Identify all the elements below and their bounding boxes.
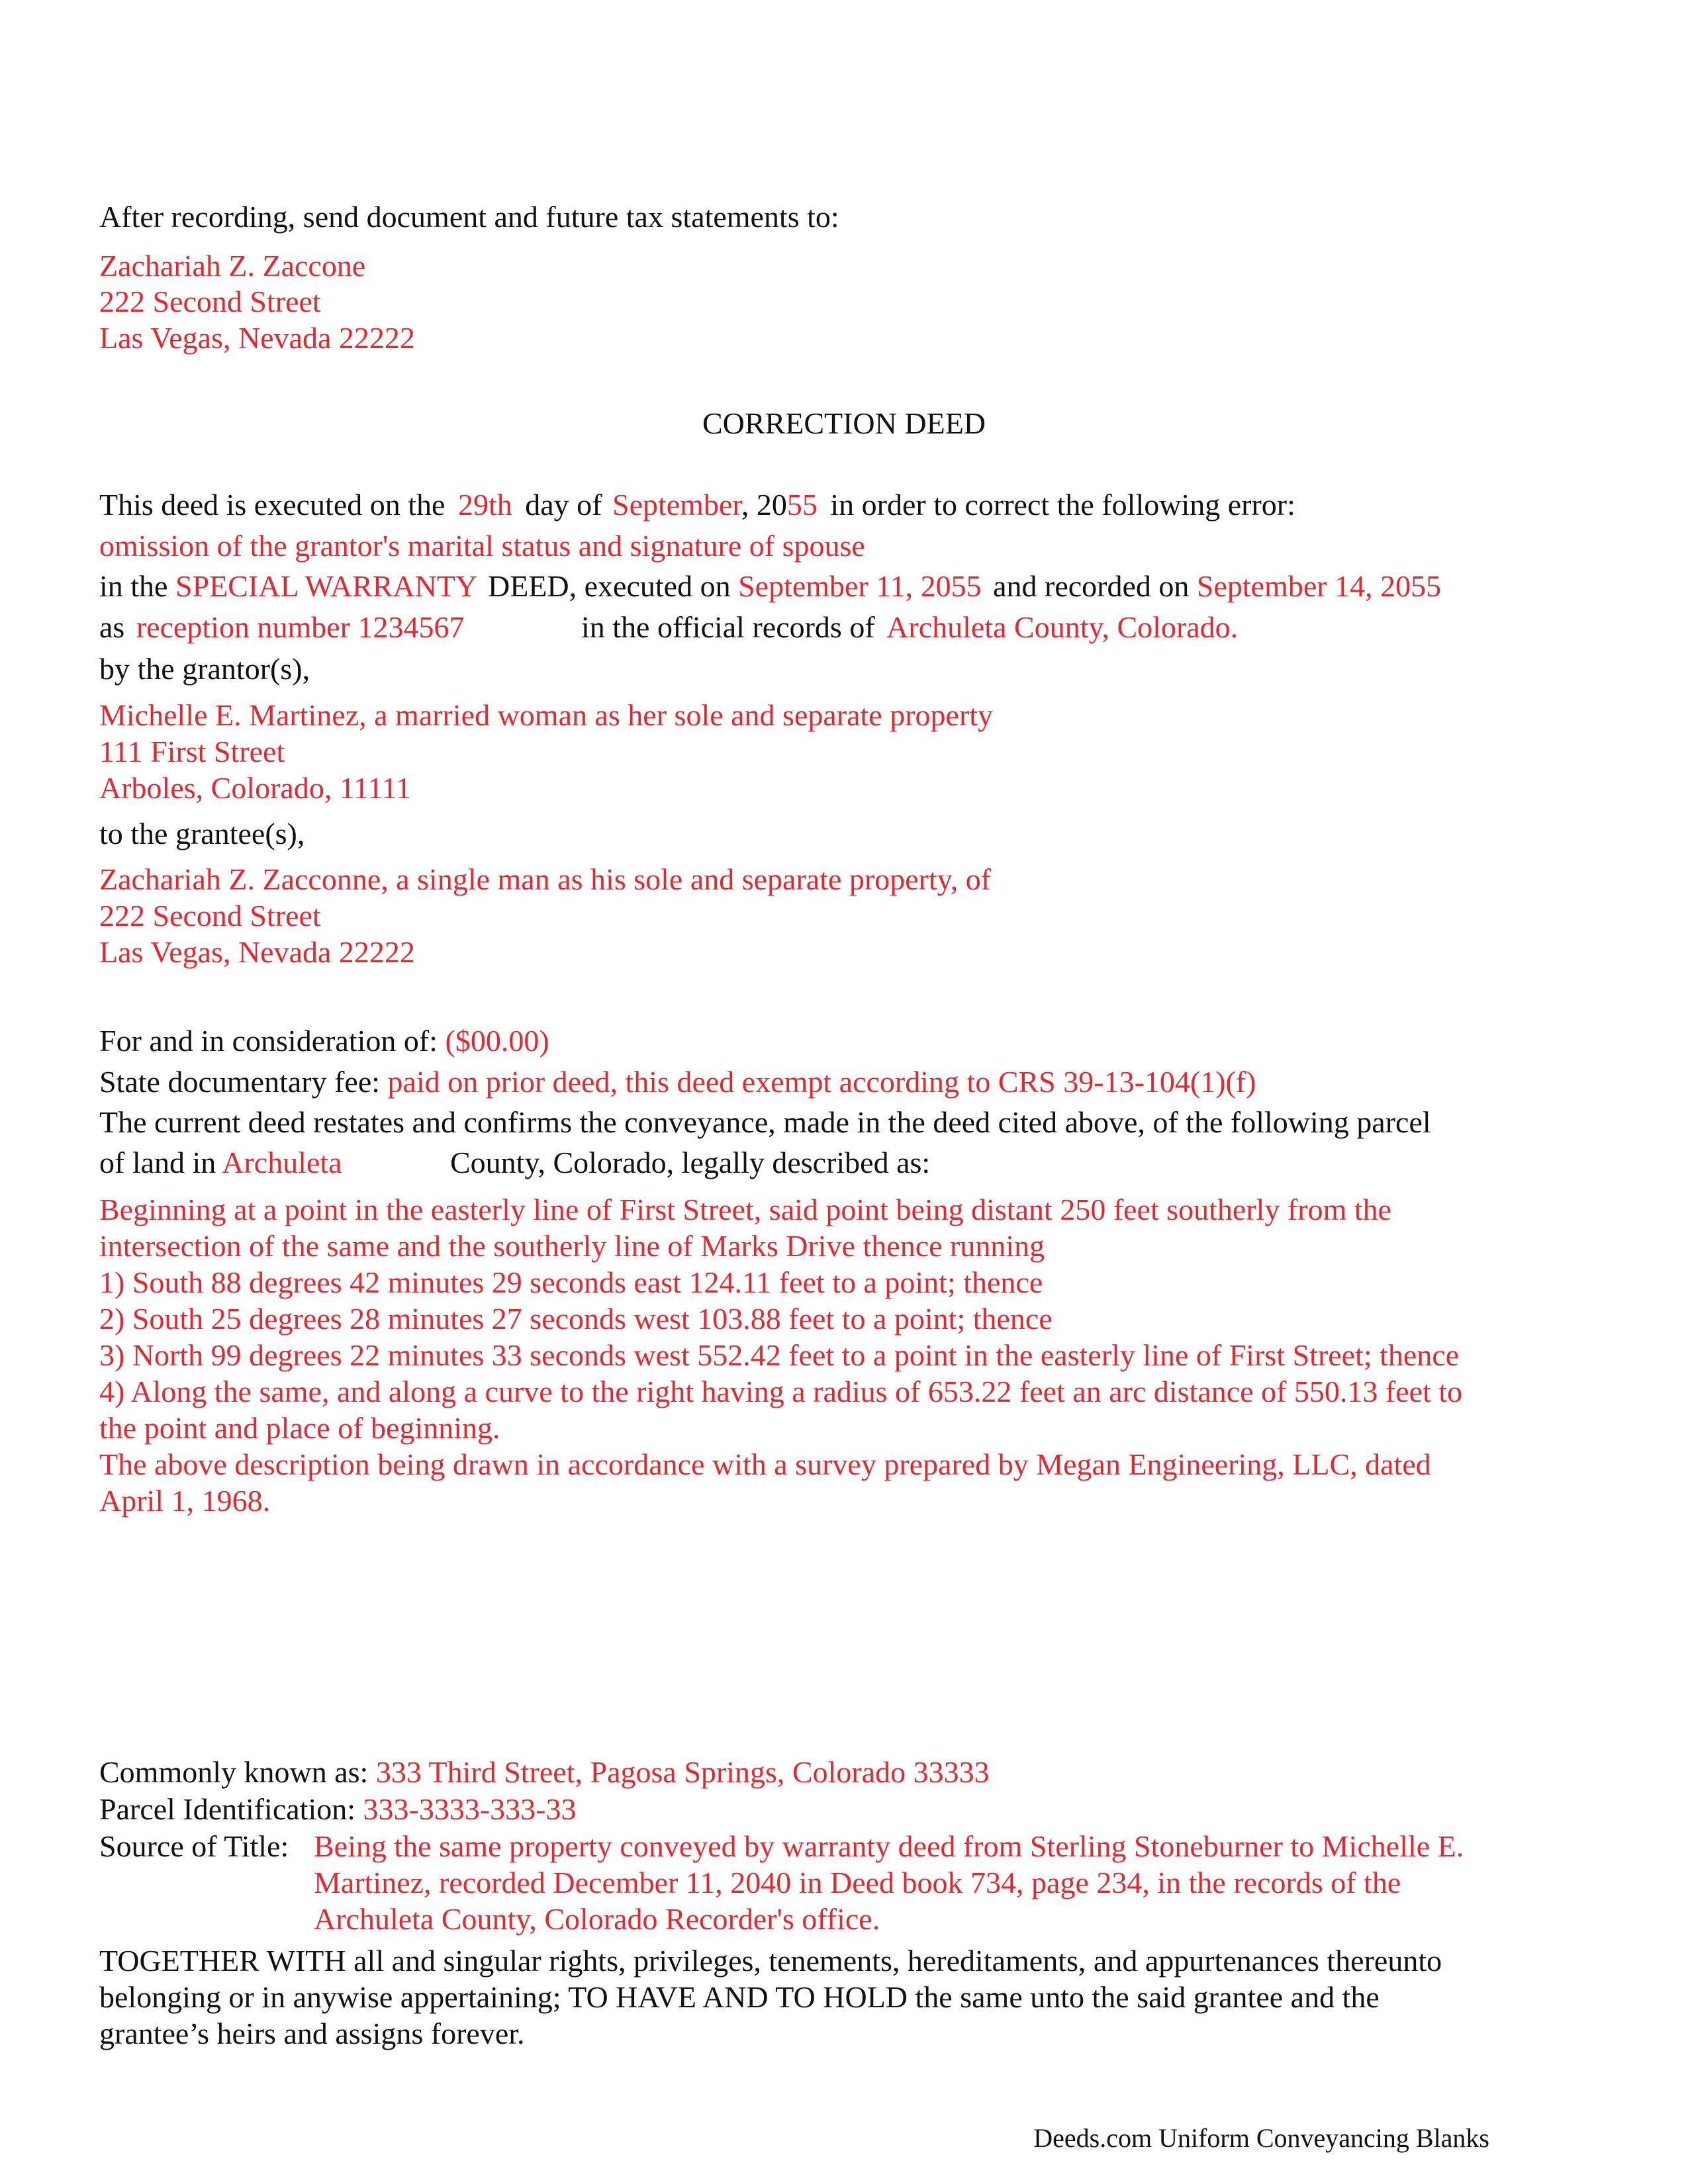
parcel-id-value: 333-3333-333-33 <box>363 1792 577 1826</box>
consideration-value: ($00.00) <box>445 1024 549 1058</box>
return-to-street: 222 Second Street <box>99 285 321 318</box>
legal-description-line: 2) South 25 degrees 28 minutes 27 seconds west 103.88 feet to a point; thence <box>99 1302 1053 1336</box>
grantor-label: by the grantor(s), <box>99 652 310 686</box>
execution-month: September <box>612 488 741 522</box>
parcel-id-label: Parcel Identification: <box>99 1792 356 1826</box>
restate-prefix: of land in <box>99 1146 216 1179</box>
fee-line <box>99 1064 1256 1101</box>
source-of-title-line: Being the same property conveyed by warranty deed from Sterling Stoneburner to Michelle E. <box>314 1829 1464 1863</box>
execution-line <box>99 486 1295 523</box>
legal-description-line: 4) Along the same, and along a curve to the right having a radius of 653.22 feet an arc distance of 550.13 feet to <box>99 1375 1463 1408</box>
source-of-title-line: Archuleta County, Colorado Recorder's office. <box>314 1902 880 1936</box>
records-line <box>581 609 1238 646</box>
source-of-title-line: Martinez, recorded December 11, 2040 in Deed book 734, page 234, in the records of the <box>314 1866 1401 1899</box>
prior-deed-type: SPECIAL WARRANTY <box>175 569 477 603</box>
legal-description-line: The above description being drawn in accordance with a survey prepared by Megan Engineering, LLC, dated <box>99 1447 1431 1481</box>
recorded-on-date: September 14, 2055 <box>1196 569 1442 603</box>
records-county: Archuleta County, Colorado. <box>886 610 1239 644</box>
execution-day-of: day of <box>525 488 602 522</box>
error-description: omission of the grantor's marital status and signature of spouse <box>99 529 865 563</box>
return-to-label: After recording, send document and future tax statements to: <box>99 200 839 234</box>
return-to-name: Zachariah Z. Zaccone <box>99 249 366 283</box>
restate-county: Archuleta <box>222 1146 342 1179</box>
consideration-line <box>99 1023 549 1060</box>
habendum-line: TOGETHER WITH all and singular rights, privileges, tenements, hereditaments, and appurtenances thereunto <box>99 1944 1442 1978</box>
commonly-known-label: Commonly known as: <box>99 1755 369 1789</box>
execution-year-suffix: 55 <box>786 488 818 522</box>
restate-suffix: County, Colorado, legally described as: <box>450 1146 931 1179</box>
restate-line-2 <box>99 1144 342 1181</box>
execution-day: 29th <box>457 488 512 522</box>
execution-prefix: This deed is executed on the <box>99 488 445 522</box>
as-label: as <box>99 610 125 644</box>
grantor-street: 111 First Street <box>99 735 285 768</box>
grantee-city: Las Vegas, Nevada 22222 <box>99 935 415 969</box>
executed-on-label: DEED, executed on <box>487 569 731 603</box>
in-the-label: in the <box>99 569 168 603</box>
grantor-name: Michelle E. Martinez, a married woman as her sole and separate property <box>99 698 994 732</box>
reception-line <box>99 609 464 646</box>
habendum-line: belonging or in anywise appertaining; TO HAVE AND TO HOLD the same unto the said grantee and the <box>99 1980 1380 2014</box>
grantee-street: 222 Second Street <box>99 899 321 933</box>
document-title: CORRECTION DEED <box>702 406 986 440</box>
restate-line-1: The current deed restates and confirms the conveyance, made in the deed cited above, of the following parcel <box>99 1105 1431 1139</box>
recorded-on-label: and recorded on <box>993 569 1190 603</box>
grantor-city: Arboles, Colorado, 11111 <box>99 771 412 805</box>
legal-description-line: April 1, 1968. <box>99 1484 271 1518</box>
parcel-id-line <box>99 1791 576 1828</box>
grantee-label: to the grantee(s), <box>99 817 305 850</box>
execution-suffix: in order to correct the following error: <box>830 488 1295 522</box>
commonly-known-value: 333 Third Street, Pagosa Springs, Colorado 33333 <box>375 1755 990 1789</box>
reception-number: reception number 1234567 <box>136 610 465 644</box>
commonly-known-line <box>99 1754 990 1791</box>
executed-on-date: September 11, 2055 <box>738 569 982 603</box>
source-of-title-label: Source of Title: <box>99 1829 289 1863</box>
fee-value: paid on prior deed, this deed exempt according to CRS 39-13-104(1)(f) <box>387 1065 1256 1099</box>
legal-description-line: intersection of the same and the southerly line of Marks Drive thence running <box>99 1229 1045 1263</box>
legal-description-line: Beginning at a point in the easterly line of First Street, said point being distant 250 feet southerly from the <box>99 1193 1392 1226</box>
grantee-name: Zachariah Z. Zacconne, a single man as his sole and separate property, of <box>99 862 992 896</box>
execution-year-prefix: , 20 <box>741 488 787 522</box>
legal-description-line: the point and place of beginning. <box>99 1411 500 1445</box>
habendum-line: grantee’s heirs and assigns forever. <box>99 2017 525 2050</box>
return-to-city: Las Vegas, Nevada 22222 <box>99 321 415 355</box>
fee-label: State documentary fee: <box>99 1065 381 1099</box>
prior-deed-line <box>99 568 1441 605</box>
consideration-label: For and in consideration of: <box>99 1024 438 1058</box>
legal-description-line: 3) North 99 degrees 22 minutes 33 seconds west 552.42 feet to a point in the easterly line of First Street; thence <box>99 1338 1460 1372</box>
legal-description-line: 1) South 88 degrees 42 minutes 29 seconds east 124.11 feet to a point; thence <box>99 1265 1043 1299</box>
footer-brand: Deeds.com Uniform Conveyancing Blanks <box>1033 2123 1489 2153</box>
records-label: in the official records of <box>581 610 875 644</box>
